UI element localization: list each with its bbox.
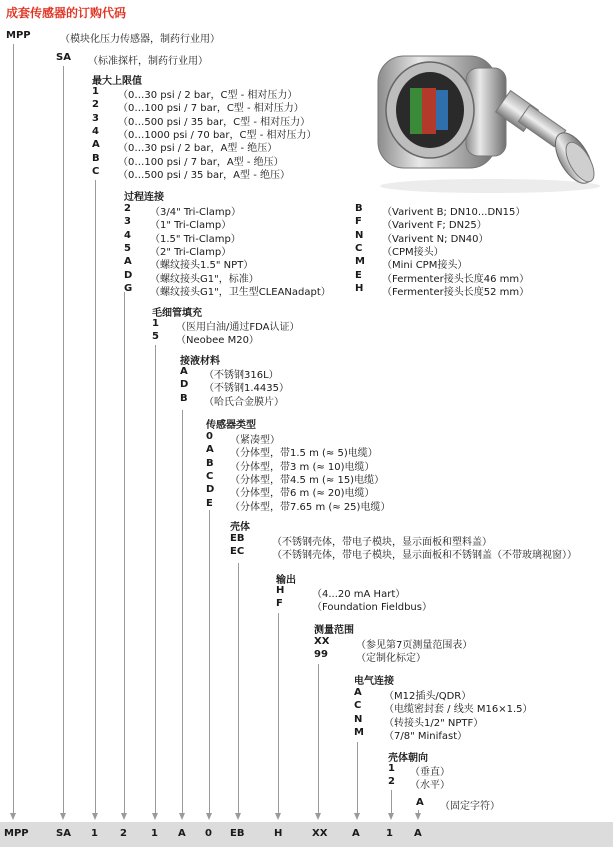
- range-code: 4: [92, 125, 99, 137]
- desc-mpp: （模块化压力传感器，制药行业用）: [60, 34, 220, 45]
- process-code: 4: [124, 229, 131, 241]
- orientation-desc: （垂直）: [410, 767, 450, 778]
- order-code-segment: EB: [230, 828, 245, 839]
- output-code: F: [276, 598, 283, 610]
- range-desc: （0…1000 psi / 70 bar，C型 - 相对压力）: [118, 129, 317, 141]
- process-right-desc: （CPM接头）: [382, 246, 444, 258]
- material-code: B: [180, 392, 188, 404]
- process-code: G: [124, 282, 133, 294]
- arrow-down-icon: [415, 813, 421, 820]
- range-code: A: [92, 139, 100, 151]
- process-right-code: C: [355, 242, 363, 254]
- process-code: 2: [124, 203, 131, 214]
- order-code-segment: 1: [386, 828, 393, 839]
- guide-line: [209, 510, 210, 814]
- process-right-desc: （Varivent B; DN10...DN15）: [382, 207, 526, 218]
- guide-line: [278, 613, 279, 814]
- orientation-code: 2: [388, 776, 395, 788]
- range-code: C: [92, 165, 100, 177]
- material-desc: （哈氏合金膜片）: [204, 396, 284, 408]
- order-code-segment: 1: [151, 828, 158, 839]
- guide-line: [95, 180, 96, 814]
- process-right-desc: （Fermenter接头长度46 mm）: [382, 273, 530, 285]
- order-code-segment: A: [178, 828, 186, 839]
- guide-line: [155, 345, 156, 814]
- process-right-code: F: [355, 216, 362, 228]
- housing-desc: （不锈钢壳体，带电子模块，显示面板和不锈钢盖（不带玻璃视窗））: [272, 550, 577, 562]
- arrow-down-icon: [275, 813, 281, 820]
- arrow-down-icon: [315, 813, 321, 820]
- electrical-code: C: [354, 700, 362, 712]
- sensor-code: C: [206, 470, 214, 482]
- housing-code: EC: [230, 546, 245, 558]
- electrical-desc: （转接头1/2" NPTF）: [384, 717, 484, 729]
- order-code-segment: XX: [312, 828, 328, 839]
- material-desc: （不锈钢1.4435）: [204, 383, 289, 395]
- orientation-desc: （水平）: [410, 780, 450, 792]
- material-code: D: [180, 379, 189, 391]
- guide-line: [318, 664, 319, 814]
- output-header: 输出: [276, 575, 296, 586]
- fill-header: 毛细管填充: [152, 308, 202, 319]
- process-right-code: E: [355, 269, 362, 281]
- sensor-code: A: [206, 444, 214, 456]
- code-sa: SA: [56, 52, 71, 63]
- fill-code: 5: [152, 331, 159, 343]
- order-code-segment: SA: [56, 828, 71, 839]
- guide-line: [63, 66, 64, 814]
- range-code: 3: [92, 112, 99, 124]
- process-right-code: H: [355, 282, 364, 294]
- process-right-desc: （Varivent N; DN40）: [382, 233, 489, 245]
- order-code-segment: 1: [91, 828, 98, 839]
- electrical-desc: （电缆密封套 / 线夹 M16×1.5）: [384, 704, 533, 716]
- measure-desc: （参见第7页测量范围表）: [356, 640, 473, 651]
- page-title: 成套传感器的订购代码: [6, 6, 127, 20]
- sensor-desc: （分体型，带3 m (≈ 10)电缆）: [230, 461, 375, 473]
- range-desc: （0…500 psi / 35 bar，C型 - 相对压力）: [118, 116, 311, 128]
- housing-header: 壳体: [230, 522, 250, 533]
- desc-sa: （标准探杆，制药行业用）: [88, 56, 208, 67]
- material-header: 接液材料: [180, 356, 220, 367]
- fill-desc: （Neobee M20）: [176, 335, 259, 347]
- sensor-desc: （分体型，带1.5 m (≈ 5)电缆）: [230, 448, 378, 460]
- material-desc: （不锈钢316L）: [204, 370, 279, 381]
- fill-desc: （医用白油/通过FDA认证）: [176, 322, 300, 333]
- order-code-segment: MPP: [4, 828, 29, 839]
- process-desc: （螺纹接头1.5" NPT）: [150, 260, 254, 272]
- guide-line: [182, 410, 183, 814]
- arrow-down-icon: [354, 813, 360, 820]
- arrow-down-icon: [121, 813, 127, 820]
- range-desc: （0…500 psi / 35 bar，A型 - 绝压）: [118, 169, 290, 181]
- output-desc: （Foundation Fieldbus）: [312, 602, 432, 614]
- sensor-code: B: [206, 457, 214, 469]
- pressure-sensor-photo: [370, 38, 606, 194]
- order-code-segment: H: [274, 828, 283, 839]
- sensor-code: E: [206, 497, 213, 509]
- arrow-down-icon: [235, 813, 241, 820]
- electrical-header: 电气连接: [354, 676, 394, 687]
- arrow-down-icon: [60, 813, 66, 820]
- process-desc: （螺纹接头G1"，标准）: [150, 273, 259, 285]
- output-desc: （4...20 mA Hart）: [312, 589, 406, 600]
- sensor-code: 0: [206, 431, 213, 442]
- process-code: 3: [124, 216, 131, 228]
- arrow-down-icon: [206, 813, 212, 820]
- arrow-down-icon: [10, 813, 16, 820]
- process-right-desc: （Varivent F; DN25）: [382, 220, 487, 232]
- range-desc: （0…30 psi / 2 bar，A型 - 绝压）: [118, 143, 278, 155]
- arrow-down-icon: [92, 813, 98, 820]
- process-right-code: B: [355, 203, 363, 214]
- process-code: 5: [124, 242, 131, 254]
- range-desc: （0…100 psi / 7 bar，C型 - 相对压力）: [118, 103, 304, 115]
- guide-line: [357, 742, 358, 814]
- output-code: H: [276, 585, 285, 596]
- fixed-code: A: [416, 797, 424, 808]
- order-code-segment: 0: [205, 828, 212, 839]
- arrow-down-icon: [179, 813, 185, 820]
- range-code: 1: [92, 86, 99, 97]
- process-right-code: N: [355, 229, 364, 241]
- guide-line: [391, 790, 392, 814]
- order-code-segment: 2: [120, 828, 127, 839]
- process-right-desc: （Fermenter接头长度52 mm）: [382, 286, 530, 298]
- range-desc: （0…30 psi / 2 bar，C型 - 相对压力）: [118, 90, 298, 101]
- process-desc: （1.5" Tri-Clamp）: [150, 233, 241, 245]
- measure-code: 99: [314, 649, 328, 661]
- housing-code: EB: [230, 533, 245, 544]
- guide-line: [13, 44, 14, 814]
- range-desc: （0…100 psi / 7 bar，A型 - 绝压）: [118, 156, 284, 168]
- range-header: 最大上限值: [92, 76, 142, 87]
- electrical-code: N: [354, 713, 363, 725]
- process-header: 过程连接: [124, 192, 164, 203]
- measure-header: 测量范围: [314, 625, 354, 636]
- sensor-desc: （分体型，带4.5 m (≈ 15)电缆）: [230, 474, 385, 486]
- code-mpp: MPP: [6, 30, 31, 41]
- arrow-down-icon: [388, 813, 394, 820]
- arrow-down-icon: [152, 813, 158, 820]
- sensor-desc: （分体型，带7.65 m (≈ 25)电缆）: [230, 501, 391, 513]
- range-code: 2: [92, 99, 99, 111]
- order-code-segment: A: [414, 828, 422, 839]
- sensor-header: 传感器类型: [206, 420, 256, 431]
- process-right-desc: （Mini CPM接头）: [382, 260, 468, 272]
- measure-code: XX: [314, 636, 330, 647]
- sensor-desc: （分体型，带6 m (≈ 20)电缆）: [230, 488, 375, 500]
- guide-line: [238, 563, 239, 814]
- orientation-code: 1: [388, 763, 395, 774]
- process-desc: （螺纹接头G1"，卫生型CLEANadapt）: [150, 286, 331, 298]
- material-code: A: [180, 366, 188, 377]
- measure-desc: （定制化标定）: [356, 653, 426, 665]
- process-code: D: [124, 269, 133, 281]
- electrical-code: M: [354, 726, 364, 738]
- electrical-code: A: [354, 687, 362, 698]
- guide-line: [124, 292, 125, 814]
- housing-desc: （不锈钢壳体，带电子模块，显示面板和塑料盖）: [272, 537, 492, 548]
- electrical-desc: （M12插头/QDR）: [384, 691, 472, 702]
- fixed-desc: （固定字符）: [440, 801, 500, 812]
- process-desc: （2" Tri-Clamp）: [150, 246, 232, 258]
- range-code: B: [92, 152, 100, 164]
- process-code: A: [124, 256, 132, 268]
- process-desc: （3/4" Tri-Clamp）: [150, 207, 241, 218]
- sensor-code: D: [206, 484, 215, 496]
- fill-code: 1: [152, 318, 159, 329]
- sensor-desc: （紧凑型）: [230, 435, 280, 446]
- process-desc: （1" Tri-Clamp）: [150, 220, 232, 232]
- order-code-segment: A: [352, 828, 360, 839]
- electrical-desc: （7/8" Minifast）: [384, 730, 468, 742]
- process-right-code: M: [355, 256, 365, 268]
- orientation-header: 壳体朝向: [388, 753, 428, 764]
